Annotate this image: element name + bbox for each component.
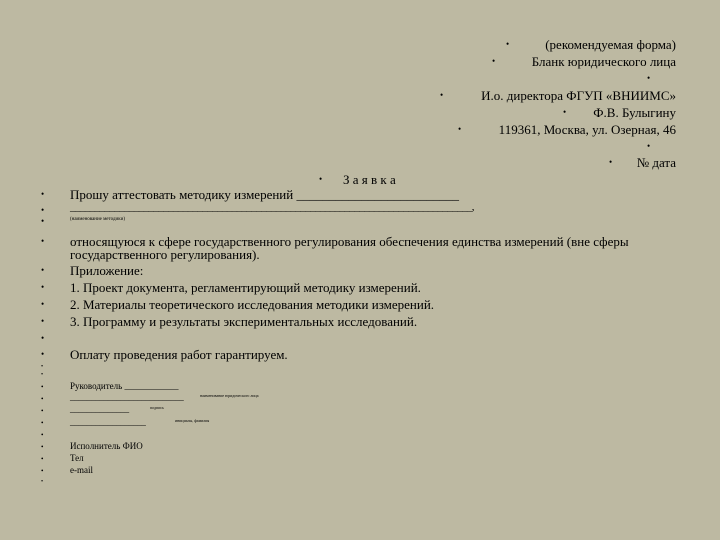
name-caption: инициалы, фамилия	[175, 418, 210, 423]
bullet-icon: •	[41, 265, 45, 275]
executor-label: Исполнитель ФИО	[70, 441, 143, 451]
bullet-icon: •	[41, 407, 44, 415]
name-line: __________________	[70, 417, 146, 427]
payment-guarantee: Оплату проведения работ гарантируем.	[70, 347, 288, 362]
bullet-icon: •	[41, 299, 45, 309]
document-title: З а я в к а	[343, 172, 396, 187]
method-name-caption: (наименование методики)	[70, 217, 125, 222]
number-date: № дата	[636, 155, 676, 170]
request-line: Прошу аттестовать методику измерений _________________________	[70, 187, 459, 202]
bullet-icon: •	[609, 157, 613, 167]
bullet-icon: •	[41, 372, 44, 378]
sign-caption: подпись	[150, 405, 164, 410]
bullet-icon: •	[41, 443, 44, 451]
bullet-icon: •	[440, 90, 444, 100]
addressee-title: И.о. директора ФГУП «ВНИИМС»	[481, 88, 676, 103]
bullet-icon: •	[41, 395, 44, 403]
org-caption: наименование юридического лица	[200, 393, 259, 398]
bullet-icon: •	[458, 124, 462, 134]
attachment-item: 1. Проект документа, регламентирующий методику измерений.	[70, 280, 421, 295]
bullet-icon: •	[647, 141, 651, 151]
bullet-icon: •	[41, 333, 45, 343]
addressee-name: Ф.В. Булыгину	[593, 105, 676, 120]
bullet-icon: •	[506, 39, 510, 49]
bullet-icon: •	[41, 316, 45, 326]
bullet-icon: •	[41, 419, 44, 427]
bullet-icon: •	[41, 364, 44, 370]
attachment-heading: Приложение:	[70, 263, 144, 278]
bullet-icon: •	[41, 383, 44, 391]
bullet-icon: •	[41, 205, 45, 215]
bullet-icon: •	[41, 431, 44, 439]
addressee-address: 119361, Москва, ул. Озерная, 46	[498, 122, 676, 137]
bullet-icon: •	[41, 467, 44, 475]
bullet-icon: •	[41, 236, 45, 246]
phone-label: Тел	[70, 453, 84, 463]
attachment-item: 3. Программу и результаты экспериментальных исследований.	[70, 314, 418, 329]
method-name-blank: __________________________________________________________________________________,	[70, 201, 474, 213]
org-line: ___________________________	[70, 392, 184, 402]
bullet-icon: •	[319, 174, 323, 184]
bullet-icon: •	[41, 282, 45, 292]
bullet-icon: •	[41, 455, 44, 463]
email-label: e-mail	[70, 465, 93, 475]
head-signature-label: Руководитель ____________	[70, 381, 179, 391]
letterhead-label: Бланк юридического лица	[531, 54, 676, 69]
bullet-icon: •	[492, 56, 496, 66]
bullet-icon: •	[41, 189, 45, 199]
bullet-icon: •	[647, 73, 651, 83]
form-note: (рекомендуемая форма)	[545, 37, 676, 52]
bullet-icon: •	[41, 216, 45, 226]
bullet-icon: •	[41, 479, 44, 485]
bullet-icon: •	[41, 349, 45, 359]
scope-text: относящуюся к сфере государственного регулирования обеспечения единства измерений (вне сферы государственного регулирования).	[70, 234, 629, 262]
attachment-item: 2. Материалы теоретического исследования методики измерений.	[70, 297, 435, 312]
bullet-icon: •	[563, 107, 567, 117]
sign-line: ______________	[70, 404, 129, 414]
